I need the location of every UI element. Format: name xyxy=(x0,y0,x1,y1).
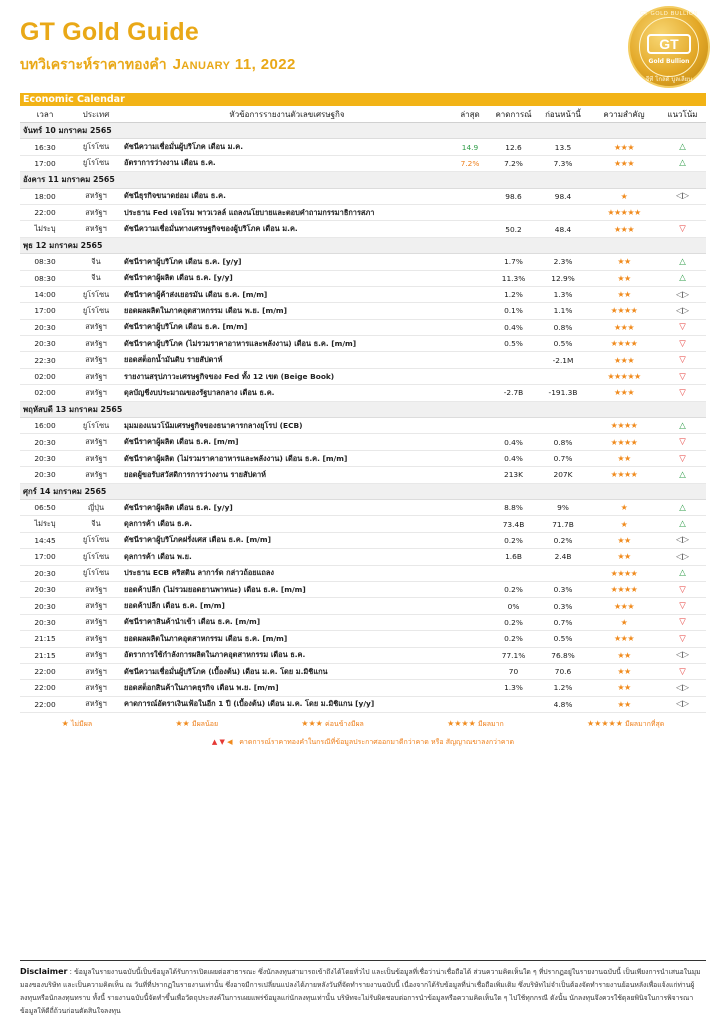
trend-down-icon: ▽ xyxy=(679,633,686,644)
table-row xyxy=(20,566,706,582)
importance-stars-icon: ★★★ xyxy=(613,388,634,398)
trend-up-icon: △ xyxy=(679,142,686,153)
cell-forecast: 70 xyxy=(508,667,519,677)
cell-time: 17:00 xyxy=(34,306,56,316)
cell-event: ดัชนีราคาผู้ผลิต เดือน ธ.ค. [y/y] xyxy=(124,502,233,512)
importance-stars-icon: ★★ xyxy=(617,290,631,300)
cell-time: ไม่ระบุ xyxy=(34,519,56,529)
cell-country: สหรัฐฯ xyxy=(85,584,107,594)
cell-forecast: 1.2% xyxy=(504,290,523,300)
cell-event: ยอดผลผลิตในภาคอุตสาหกรรม เดือน ธ.ค. [m/m] xyxy=(124,633,288,643)
cell-event: รายงานสรุปภาวะเศรษฐกิจของ Fed ทั้ง 12 เขต (Beige Book) xyxy=(124,371,335,381)
table-row xyxy=(20,598,706,614)
legend-item xyxy=(301,719,364,730)
cell-previous: 0.3% xyxy=(553,585,573,595)
cell-time: 14:00 xyxy=(34,290,56,300)
col-header-previous: ก่อนหน้านี้ xyxy=(545,109,581,119)
legend-star-icon: ★★★ xyxy=(301,718,323,728)
importance-stars-icon: ★★★ xyxy=(613,142,634,152)
table-row xyxy=(20,451,706,467)
cell-country: สหรัฐฯ xyxy=(85,617,107,627)
cell-country: ยูโรโซน xyxy=(82,289,110,299)
cell-event: ยอดค้าปลีก (ไม่รวมยอดยานพาหนะ) เดือน ธ.ค. [m/m] xyxy=(124,584,306,594)
cell-country: สหรัฐฯ xyxy=(85,191,107,201)
cell-event: ประธาน Fed เจอโรม พาวเวลล์ แถลงนโยบายและตอบคำถามกรรมาธิการสภา xyxy=(124,207,375,217)
table-row xyxy=(20,189,706,205)
table-row xyxy=(20,533,706,549)
cell-country: ยูโรโซน xyxy=(82,535,110,545)
table-row xyxy=(20,320,706,336)
legend-items xyxy=(20,718,706,730)
cell-country: ยูโรโซน xyxy=(82,158,110,168)
cell-time: 20:30 xyxy=(34,437,56,447)
cell-time: 22:00 xyxy=(34,667,56,677)
table-row xyxy=(20,648,706,664)
day-header: พฤหัสบดี 13 มกราคม 2565 xyxy=(20,402,706,418)
table-row xyxy=(20,369,706,385)
cell-country: สหรัฐฯ xyxy=(85,355,107,365)
cell-previous: 13.5 xyxy=(554,142,572,152)
importance-stars-icon: ★ xyxy=(620,617,628,627)
importance-stars-icon: ★★★★ xyxy=(610,421,638,431)
cell-time: 20:30 xyxy=(34,617,56,627)
trend-down-icon: ▽ xyxy=(679,584,686,595)
trend-up-icon: △ xyxy=(679,256,686,267)
cell-time: 20:30 xyxy=(34,454,56,463)
legend-item xyxy=(62,719,93,730)
importance-stars-icon: ★★★ xyxy=(613,322,634,332)
legend-label: มีผลมาก xyxy=(477,719,504,728)
trend-neutral-icon: ◁▷ xyxy=(675,699,690,710)
cell-event: ดัชนีราคาสินค้านำเข้า เดือน ธ.ค. [m/m] xyxy=(124,617,261,627)
cell-event: ดุลการค้า เดือน ธ.ค. xyxy=(124,519,193,529)
report-date: January 11, 2022 xyxy=(172,56,296,73)
importance-legend xyxy=(20,718,706,749)
cell-event: ยอดสต็อกน้ำมันดิบ รายสัปดาห์ xyxy=(124,355,223,365)
table-row xyxy=(20,303,706,319)
cell-time: 18:00 xyxy=(34,191,56,201)
legend-star-icon: ★★ xyxy=(175,718,190,728)
cell-previous: 0.7% xyxy=(553,454,573,463)
cell-previous: 0.7% xyxy=(553,617,573,627)
cell-country: สหรัฐฯ xyxy=(85,453,107,463)
cell-event: อัตราการใช้กำลังการผลิตในภาคอุตสาหกรรม เดือน ธ.ค. xyxy=(124,650,306,660)
day-header: อังคาร 11 มกราคม 2565 xyxy=(20,172,706,188)
trend-down-icon: ▽ xyxy=(679,453,686,464)
cell-forecast: 1.7% xyxy=(504,257,523,267)
cell-forecast: 0.5% xyxy=(504,339,523,349)
cell-previous: 9% xyxy=(557,503,569,513)
cell-country: สหรัฐฯ xyxy=(85,338,107,348)
cell-forecast: 0.2% xyxy=(504,617,523,627)
day-header: จันทร์ 10 มกราคม 2565 xyxy=(20,123,706,139)
table-row xyxy=(20,352,706,368)
cell-event: ดุลการค้า เดือน พ.ย. xyxy=(124,551,192,561)
table-row xyxy=(20,221,706,237)
cell-event: ดัชนีราคาผู้บริโภค (ไม่รวมราคาอาหารและพลังงาน) เดือน ธ.ค. [m/m] xyxy=(124,338,357,348)
calendar-body xyxy=(20,123,706,713)
table-row xyxy=(20,418,706,434)
importance-stars-icon: ★ xyxy=(620,519,628,529)
cell-country: สหรัฐฯ xyxy=(85,633,107,643)
legend-arrows xyxy=(20,735,706,749)
cell-country: ยูโรโซน xyxy=(82,420,110,430)
cell-previous: 0.8% xyxy=(553,322,573,332)
report-header xyxy=(20,18,620,76)
trend-neutral-icon: ◁▷ xyxy=(675,551,690,562)
day-header: ศุกร์ 14 มกราคม 2565 xyxy=(20,484,706,500)
legend-note: คาดการณ์ราคาทองคำในกรณีที่ข้อมูลประกาศออกมาดีกว่าคาด หรือ สัญญาณขาลงกว่าคาด xyxy=(239,738,515,746)
trend-down-icon: ▽ xyxy=(679,224,686,235)
importance-stars-icon: ★★ xyxy=(617,667,631,677)
cell-time: 17:00 xyxy=(34,158,56,168)
trend-up-icon: △ xyxy=(679,469,686,480)
cell-country: จีน xyxy=(91,519,101,529)
cell-time: 17:00 xyxy=(34,552,56,562)
cell-event: ยอดสต็อกสินค้าในภาคธุรกิจ เดือน พ.ย. [m/m] xyxy=(124,682,279,692)
table-row xyxy=(20,500,706,516)
cell-country: ยูโรโซน xyxy=(82,142,110,152)
cell-event: ยอดผู้ขอรับสวัสดิการการว่างงาน รายสัปดาห์ xyxy=(124,469,266,479)
cell-forecast: 0% xyxy=(507,601,520,611)
cell-previous: 4.8% xyxy=(553,699,573,709)
cell-country: สหรัฐฯ xyxy=(85,322,107,332)
cell-event: ดัชนีราคาผู้บริโภค เดือน ธ.ค. [m/m] xyxy=(124,322,248,332)
cell-time: 14:45 xyxy=(34,535,56,545)
trend-neutral-icon: ◁▷ xyxy=(675,650,690,661)
cell-time: 20:30 xyxy=(34,601,56,611)
cell-forecast: 12.6 xyxy=(505,142,522,152)
logo-mark: GT xyxy=(647,34,691,54)
cell-time: 21:15 xyxy=(34,634,56,644)
cell-previous: 1.3% xyxy=(553,290,573,300)
table-row xyxy=(20,615,706,631)
cell-time: 08:30 xyxy=(34,273,56,283)
disclaimer-label: Disclaimer xyxy=(20,967,68,976)
disclaimer-text: : ข้อมูลในรายงานฉบับนี้เป็นข้อมูลได้รับการเปิดเผยต่อสาธารณะ ซึ่งนักลงทุนสามารถเข้าถึงได้โดยทั่วไป และเป็นข้อมูลที่เชื่อว่าน่าเชื่อถือได้ ส่วนความคิดเห็นใด ๆ ที่ปรากฏอยู่ในรายงานฉบับนี้ เป็นเพียงการนำเสนอในมุมมองของบริษัท และเป็นความคิดเห็น ณ วันที่ที่ปรากฏในรายงานเท่านั้น ซึ่งอาจมีการเปลี่ยนแปลงได้ภายหลังวันที่จัดทำรายงานฉบับนี้ เนื่องจากได้รับข้อมูลที่น่าเชื่อถือเพิ่มเติม ซึ่งบริษัทไม่จำเป็นต้องจัดทำรายงานย้อนหลังเพื่อแจ้งแก่ท่านผู้ลงทุนหรือนักลงทุนทราบ ทั้งนี้ รายงานฉบับนี้จัดทำขึ้นเพื่อวัตถุประสงค์ในการเผยแพร่ข้อมูลแก่นักลงทุนเท่านั้น บริษัทจะไม่รับผิดชอบต่อการนำข้อมูลหรือความคิดเห็นใด ๆ ไปใช้ทุกกรณี ดังนั้น นักลงทุนจึงควรใช้ดุลยพินิจในการพิจารณาข้อมูลให้ดีถี่ถ้วนก่อนตัดสินใจลงทุน xyxy=(20,968,701,1015)
legend-label: ไม่มีผล xyxy=(71,719,93,728)
cell-previous: 7.3% xyxy=(553,158,573,168)
cell-time: 20:30 xyxy=(34,470,56,480)
cell-event: ดัชนีธุรกิจขนาดย่อม เดือน ธ.ค. xyxy=(124,191,226,201)
cell-time: 20:30 xyxy=(34,322,56,332)
logo-top-text: GT GOLD BULLION xyxy=(639,11,699,17)
cell-country: สหรัฐฯ xyxy=(85,371,107,381)
trend-up-icon: △ xyxy=(679,420,686,431)
trend-up-icon: △ xyxy=(679,502,686,513)
cell-time: 20:30 xyxy=(34,339,56,349)
legend-star-icon: ★★★★★ xyxy=(587,718,623,728)
cell-forecast: 0.4% xyxy=(504,437,523,447)
table-row xyxy=(20,516,706,532)
cell-previous: 1.2% xyxy=(553,683,573,693)
cell-forecast: 1.3% xyxy=(504,683,523,693)
cell-country: ยูโรโซน xyxy=(82,551,110,561)
trend-neutral-icon: ◁▷ xyxy=(675,305,690,316)
cell-time: 22:30 xyxy=(34,355,56,365)
trend-down-icon: ▽ xyxy=(679,617,686,628)
cell-country: ยูโรโซน xyxy=(82,305,110,315)
col-header-importance: ความสำคัญ xyxy=(603,109,645,119)
cell-event: ดัชนีราคาผู้ผลิต (ไม่รวมราคาอาหารและพลังงาน) เดือน ธ.ค. [m/m] xyxy=(124,453,348,463)
table-row xyxy=(20,287,706,303)
cell-time: 16:00 xyxy=(34,421,56,431)
cell-forecast: 8.8% xyxy=(504,503,523,513)
cell-previous: 2.3% xyxy=(553,257,573,267)
cell-time: 16:30 xyxy=(34,142,56,152)
cell-previous: -191.3B xyxy=(548,388,578,398)
cell-country: สหรัฐฯ xyxy=(85,437,107,447)
importance-stars-icon: ★★★ xyxy=(613,634,634,644)
table-row xyxy=(20,336,706,352)
trend-neutral-icon: ◁▷ xyxy=(675,682,690,693)
table-row xyxy=(20,156,706,172)
cell-time: 22:00 xyxy=(34,699,56,709)
legend-label: มีผลมากที่สุด xyxy=(625,719,665,728)
cell-event: ดัชนีความเชื่อมั่นทางเศรษฐกิจของผู้บริโภค เดือน ม.ค. xyxy=(124,224,298,234)
importance-stars-icon: ★★★★ xyxy=(610,339,638,349)
table-row xyxy=(20,254,706,270)
cell-previous: 12.9% xyxy=(551,273,575,283)
table-row xyxy=(20,271,706,287)
trend-down-icon: ▽ xyxy=(679,338,686,349)
legend-label: ค่อนข้างมีผล xyxy=(325,719,364,728)
trend-up-icon: △ xyxy=(679,158,686,169)
calendar-title: Economic Calendar xyxy=(20,93,706,106)
legend-item xyxy=(447,719,504,730)
cell-event: ยอดค้าปลีก เดือน ธ.ค. [m/m] xyxy=(124,601,225,611)
cell-forecast: 1.6B xyxy=(505,552,522,562)
cell-country: สหรัฐฯ xyxy=(85,224,107,234)
cell-event: คาดการณ์อัตราเงินเฟ้อในอีก 1 ปี (เบื้องต้น) เดือน ม.ค. โดย ม.มิชิแกน [y/y] xyxy=(124,699,375,709)
table-row xyxy=(20,697,706,713)
importance-stars-icon: ★★★ xyxy=(613,355,634,365)
cell-time: 20:30 xyxy=(34,585,56,595)
table-row xyxy=(20,385,706,401)
cell-actual: 7.2% xyxy=(460,158,480,168)
trend-down-icon: ▽ xyxy=(679,387,686,398)
trend-up-icon: △ xyxy=(679,519,686,530)
cell-forecast: 0.4% xyxy=(504,454,523,463)
cell-forecast: 50.2 xyxy=(505,224,522,234)
cell-event: ดัชนีราคาผู้ผลิต เดือน ธ.ค. [m/m] xyxy=(124,437,239,447)
cell-country: สหรัฐฯ xyxy=(85,650,107,660)
importance-stars-icon: ★★ xyxy=(617,552,631,562)
cell-previous: 2.4B xyxy=(554,552,572,562)
trend-neutral-icon: ◁▷ xyxy=(675,289,690,300)
cell-time: 08:30 xyxy=(34,257,56,267)
table-row xyxy=(20,582,706,598)
arrow-down-icon: ▼ xyxy=(219,738,225,746)
table-row xyxy=(20,680,706,696)
importance-stars-icon: ★★ xyxy=(617,650,631,660)
importance-stars-icon: ★★★ xyxy=(613,224,634,234)
calendar-header-row xyxy=(20,106,706,123)
report-subtitle xyxy=(20,54,620,76)
col-header-actual: ล่าสุด xyxy=(460,109,480,119)
cell-country: ญี่ปุ่น xyxy=(87,502,105,512)
importance-stars-icon: ★★★★ xyxy=(610,437,638,447)
cell-previous: 0.8% xyxy=(553,437,573,447)
legend-label: มีผลน้อย xyxy=(191,719,219,728)
importance-stars-icon: ★ xyxy=(620,191,628,201)
cell-time: ไม่ระบุ xyxy=(34,224,56,234)
cell-time: 22:00 xyxy=(34,683,56,693)
disclaimer xyxy=(20,960,706,1018)
cell-forecast: 73.4B xyxy=(502,519,525,529)
cell-country: สหรัฐฯ xyxy=(85,682,107,692)
col-header-time: เวลา xyxy=(36,109,54,119)
importance-stars-icon: ★★ xyxy=(617,683,631,693)
cell-previous: 48.4 xyxy=(554,224,572,234)
cell-forecast: -2.7B xyxy=(503,388,524,398)
cell-previous: 98.4 xyxy=(554,191,572,201)
cell-country: จีน xyxy=(91,273,101,283)
cell-event: อัตราการว่างงาน เดือน ธ.ค. xyxy=(124,158,216,168)
logo-sub-text: Gold Bullion xyxy=(648,58,690,65)
cell-country: สหรัฐฯ xyxy=(85,207,107,217)
cell-previous: 0.5% xyxy=(553,634,573,644)
cell-time: 20:30 xyxy=(34,568,56,578)
trend-down-icon: ▽ xyxy=(679,355,686,366)
cell-event: ดัชนีความเชื่อมั่นผู้บริโภค เดือน ม.ค. xyxy=(124,142,244,152)
trend-down-icon: ▽ xyxy=(679,437,686,448)
cell-actual: 14.9 xyxy=(461,142,479,152)
cell-country: จีน xyxy=(91,256,101,266)
cell-time: 02:00 xyxy=(34,388,56,398)
cell-event: ดัชนีราคาผู้บริโภค เดือน ธ.ค. [y/y] xyxy=(124,256,242,266)
trend-down-icon: ▽ xyxy=(679,601,686,612)
importance-stars-icon: ★★ xyxy=(617,535,631,545)
gt-gold-bullion-logo xyxy=(628,6,710,88)
importance-stars-icon: ★★★★ xyxy=(610,585,638,595)
cell-time: 02:00 xyxy=(34,372,56,382)
cell-country: ยูโรโซน xyxy=(82,568,110,578)
col-header-forecast: คาดการณ์ xyxy=(495,109,532,119)
cell-forecast: 7.2% xyxy=(504,158,523,168)
importance-stars-icon: ★ xyxy=(620,503,628,513)
cell-forecast: 0.1% xyxy=(504,306,523,316)
cell-event: ยอดผลผลิตในภาคอุตสาหกรรม เดือน พ.ย. [m/m] xyxy=(124,305,287,315)
table-row xyxy=(20,549,706,565)
importance-stars-icon: ★★★★ xyxy=(610,470,638,480)
importance-stars-icon: ★★★★★ xyxy=(607,372,641,382)
table-row xyxy=(20,664,706,680)
cell-time: 21:15 xyxy=(34,650,56,660)
cell-time: 06:50 xyxy=(34,503,56,513)
cell-event: ประธาน ECB คริสติน ลาการ์ด กล่าวถ้อยแถลง xyxy=(124,568,275,578)
cell-forecast: 11.3% xyxy=(501,273,526,283)
day-header: พุธ 12 มกราคม 2565 xyxy=(20,238,706,254)
cell-country: สหรัฐฯ xyxy=(85,469,107,479)
cell-forecast: 0.2% xyxy=(504,634,523,644)
col-header-event: หัวข้อการรายงานตัวเลขเศรษฐกิจ xyxy=(229,109,345,119)
table-row xyxy=(20,205,706,221)
importance-stars-icon: ★★ xyxy=(617,454,631,463)
trend-down-icon: ▽ xyxy=(679,371,686,382)
cell-previous: 207K xyxy=(553,470,573,480)
cell-event: ดัชนีราคาผู้บริโภคฝรั่งเศส เดือน ธ.ค. [m/m] xyxy=(124,535,271,545)
legend-star-icon: ★★★★ xyxy=(447,718,476,728)
logo-bottom-text: จีที โกลด์ บูลเลียน xyxy=(645,76,693,83)
legend-item xyxy=(587,719,664,730)
table-row xyxy=(20,434,706,450)
importance-stars-icon: ★★★ xyxy=(613,158,634,168)
cell-event: ดัชนีราคาผู้ค้าส่งเยอรมัน เดือน ธ.ค. [m/m] xyxy=(124,289,268,299)
cell-previous: 70.6 xyxy=(554,667,572,677)
cell-event: มุมมองแนวโน้มเศรษฐกิจของธนาคารกลางยุโรป (ECB) xyxy=(124,420,303,430)
legend-star-icon: ★ xyxy=(61,718,69,728)
cell-country: สหรัฐฯ xyxy=(85,387,107,397)
importance-stars-icon: ★★★ xyxy=(613,601,634,611)
trend-neutral-icon: ◁▷ xyxy=(675,535,690,546)
cell-previous: 71.7B xyxy=(552,519,574,529)
economic-calendar xyxy=(20,93,706,713)
trend-up-icon: △ xyxy=(679,568,686,579)
cell-forecast: 0.2% xyxy=(504,585,523,595)
cell-forecast: 0.4% xyxy=(504,322,523,332)
col-header-trend: แนวโน้ม xyxy=(667,109,698,119)
cell-forecast: 0.2% xyxy=(504,535,523,545)
importance-stars-icon: ★★★★ xyxy=(610,568,638,578)
importance-stars-icon: ★★★★ xyxy=(610,306,638,316)
cell-previous: 1.1% xyxy=(553,306,573,316)
legend-item xyxy=(175,719,218,730)
importance-stars-icon: ★★ xyxy=(617,257,631,267)
report-title: GT Gold Guide xyxy=(20,18,199,46)
cell-previous: 0.5% xyxy=(553,339,573,349)
cell-forecast: 98.6 xyxy=(505,191,522,201)
trend-up-icon: △ xyxy=(679,273,686,284)
subtitle-text: บทวิเคราะห์ราคาทองคำ xyxy=(20,57,167,73)
cell-time: 22:00 xyxy=(34,208,56,218)
importance-stars-icon: ★★★★★ xyxy=(607,208,641,218)
cell-country: สหรัฐฯ xyxy=(85,601,107,611)
table-row xyxy=(20,631,706,647)
importance-stars-icon: ★★ xyxy=(617,273,631,283)
cell-previous: 0.2% xyxy=(553,535,573,545)
trend-down-icon: ▽ xyxy=(679,666,686,677)
cell-previous: -2.1M xyxy=(552,355,574,365)
cell-event: ดัชนีความเชื่อมั่นผู้บริโภค (เบื้องต้น) เดือน ม.ค. โดย ม.มิชิแกน xyxy=(124,666,328,676)
col-header-country: ประเทศ xyxy=(82,109,110,119)
cell-forecast: 77.1% xyxy=(501,650,526,660)
cell-previous: 0.3% xyxy=(553,601,573,611)
trend-down-icon: ▽ xyxy=(679,322,686,333)
importance-stars-icon: ★★ xyxy=(617,699,631,709)
table-row xyxy=(20,467,706,483)
cell-country: สหรัฐฯ xyxy=(85,666,107,676)
cell-event: ดุลบัญชีงบประมาณของรัฐบาลกลาง เดือน ธ.ค. xyxy=(124,387,275,397)
arrow-neutral-icon: ◀ xyxy=(227,738,233,746)
cell-forecast: 213K xyxy=(504,470,523,480)
arrow-up-icon: ▲ xyxy=(211,738,218,746)
cell-previous: 76.8% xyxy=(551,650,575,660)
cell-event: ดัชนีราคาผู้ผลิต เดือน ธ.ค. [y/y] xyxy=(124,273,233,283)
table-row xyxy=(20,139,706,155)
cell-country: สหรัฐฯ xyxy=(85,699,107,709)
trend-neutral-icon: ◁▷ xyxy=(675,191,690,202)
